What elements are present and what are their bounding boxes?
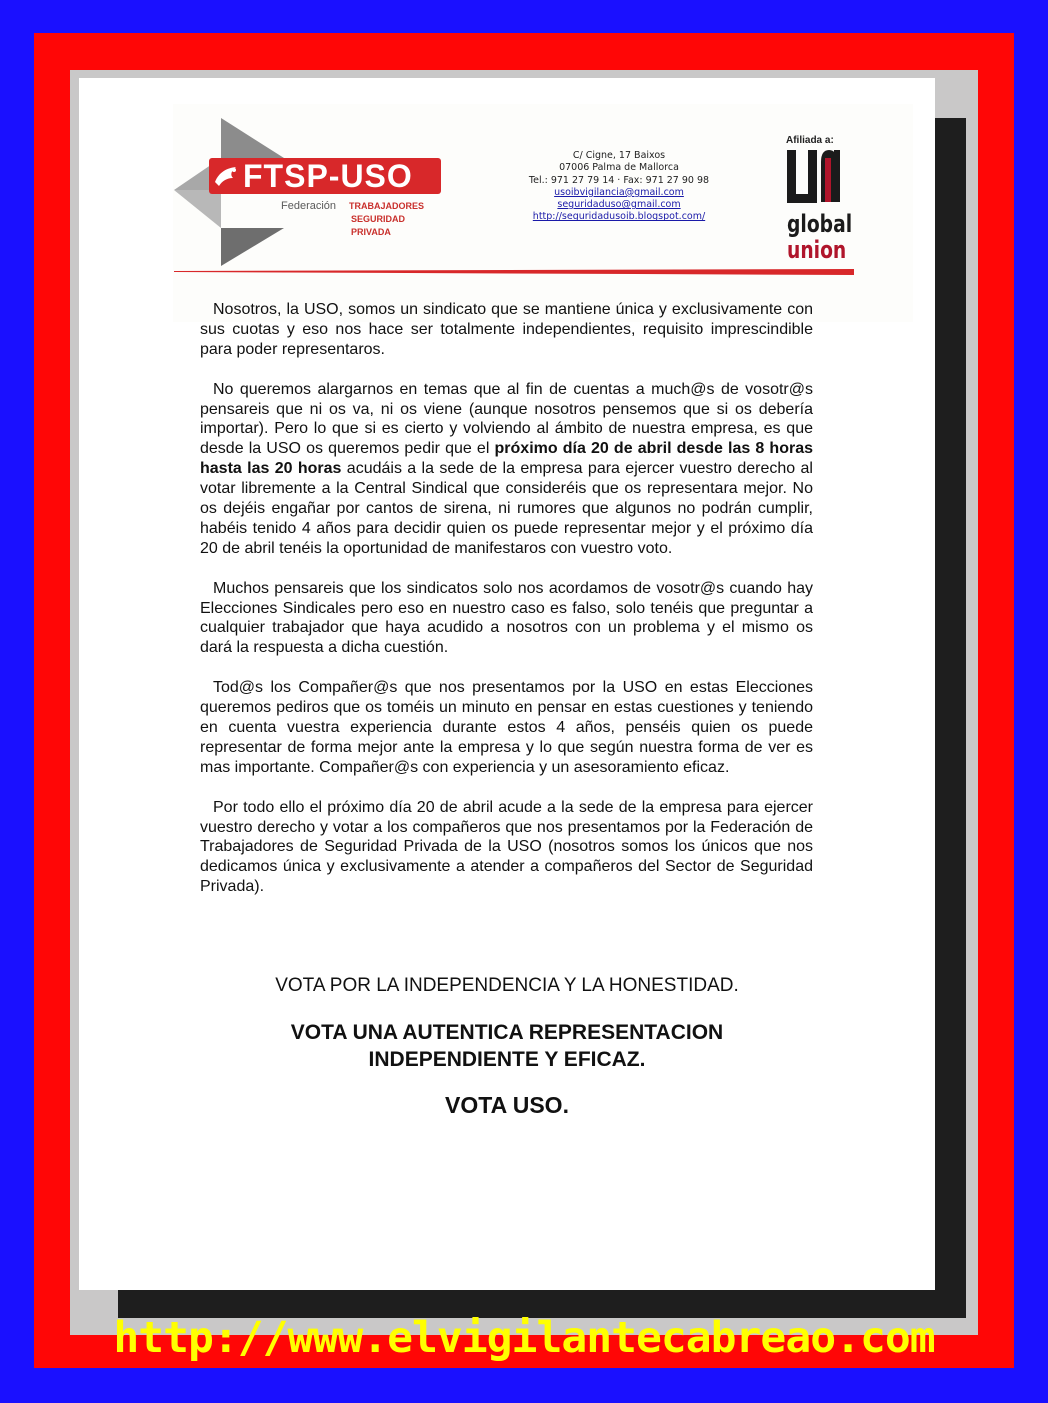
blog-link[interactable]: http://seguridadusoib.blogspot.com/ <box>532 211 706 223</box>
closing-line-3: VOTA USO. <box>445 1092 569 1118</box>
paragraph-1: Nosotros, la USO, somos un sindicato que se mantiene única y exclusivamente con sus cuotas y eso nos hace ser totalmente independientes, requisito imprescindible para poder representaros. <box>200 301 813 358</box>
global-text: global <box>787 210 853 238</box>
logo-text: FTSP-USO <box>243 158 413 194</box>
paragraph-5: Por todo ello el próximo día 20 de abril acude a la sede de la empresa para ejercer vuestro derecho y votar a los compañeros que nos presentamos por la Federación de Trabajadores de Seguridad Privada de la USO (nosotros somos los únicos que nos dedicamos única y exclusivamente a atender a compañeros del Sector de Seguridad Privada). <box>200 798 813 896</box>
closing-line-2b: INDEPENDIENTE Y EFICAZ. <box>368 1048 646 1071</box>
flyer-page <box>79 78 935 1290</box>
affiliation-label: Afiliada a: <box>786 135 834 146</box>
phone-fax: Tel.: 971 27 79 14 · Fax: 971 27 90 98 <box>528 174 710 186</box>
paragraph-2-bold: próximo día 20 de abril desde las 8 horas hasta las 20 horas <box>200 440 813 478</box>
federation-name <box>349 200 469 239</box>
ftsp-uso-logo <box>209 158 441 194</box>
address-city: 07006 Palma de Mallorca <box>559 162 679 174</box>
uni-logo-icon <box>785 148 841 210</box>
letter-body <box>200 300 813 917</box>
paragraph-2-part-b: acudáis a la sede de la empresa para ejercer vuestro derecho al votar libremente a la Central Sindical que consideréis que os representara mejor. No os dejéis engañar por cantos de sirena, ni rumores que algunos no podrán cumplir, habéis tenido 4 años para decidir quien os puede representar mejor y el próximo día 20 de abril tenéis la oportunidad de manifestaros con vuestro voto. <box>200 460 813 557</box>
closing-line-1: VOTA POR LA INDEPENDENCIA Y LA HONESTIDAD. <box>275 975 739 996</box>
federation-line-2: SEGURIDAD <box>351 214 406 224</box>
contact-block <box>499 150 739 224</box>
federacion-word: Federación <box>281 200 337 212</box>
email-link-2[interactable]: seguridaduso@gmail.com <box>557 199 681 211</box>
paragraph-2-part-a: No queremos alargarnos en temas que al fin de cuentas a much@s de vosotr@s pensareis que ni os va, ni os viene (aunque nosotros pensemos que si os debería importar). Pero lo que si es cierto y volviendo al ámbito de nuestra empresa, es que desde la USO os queremos pedir que el <box>200 380 813 458</box>
paragraph-3: Muchos pensareis que los sindicatos solo nos acordamos de vosotr@s cuando hay Elecciones Sindicales pero eso en nuestro caso es falso, solo tenéis que preguntar a cualquier trabajador que haya acudido a nosotros con un problema y el mismo os dará la respuesta a dicha cuestión. <box>200 579 813 657</box>
federation-line-1: TRABAJADORES <box>349 201 425 211</box>
paragraph-2 <box>200 380 813 559</box>
union-text: union <box>787 236 847 264</box>
paragraph-4: Tod@s los Compañer@s que nos presentamos por la USO en estas Elecciones queremos pediros que os toméis un minuto en pensar en estas cuestiones y teniendo en cuenta vuestra experiencia durante estos 4 años, penséis quien os puede representar de forma mejor ante la empresa y lo que según nuestra forma de ver es mas importante. Compañer@s con experiencia y un asesoramiento eficaz. <box>200 679 813 776</box>
federation-line-3: PRIVADA <box>351 227 391 237</box>
watermark-url: http://www.elvigilantecabreao.com <box>113 1313 935 1363</box>
address-street: C/ Cigne, 17 Baixos <box>572 150 666 161</box>
closing-line-2a: VOTA UNA AUTENTICA REPRESENTACION <box>290 1021 724 1044</box>
email-link-1[interactable]: usoibvigilancia@gmail.com <box>554 186 684 198</box>
header-rule <box>174 266 854 276</box>
dove-icon <box>209 158 243 194</box>
closing-line-2 <box>79 1019 935 1073</box>
